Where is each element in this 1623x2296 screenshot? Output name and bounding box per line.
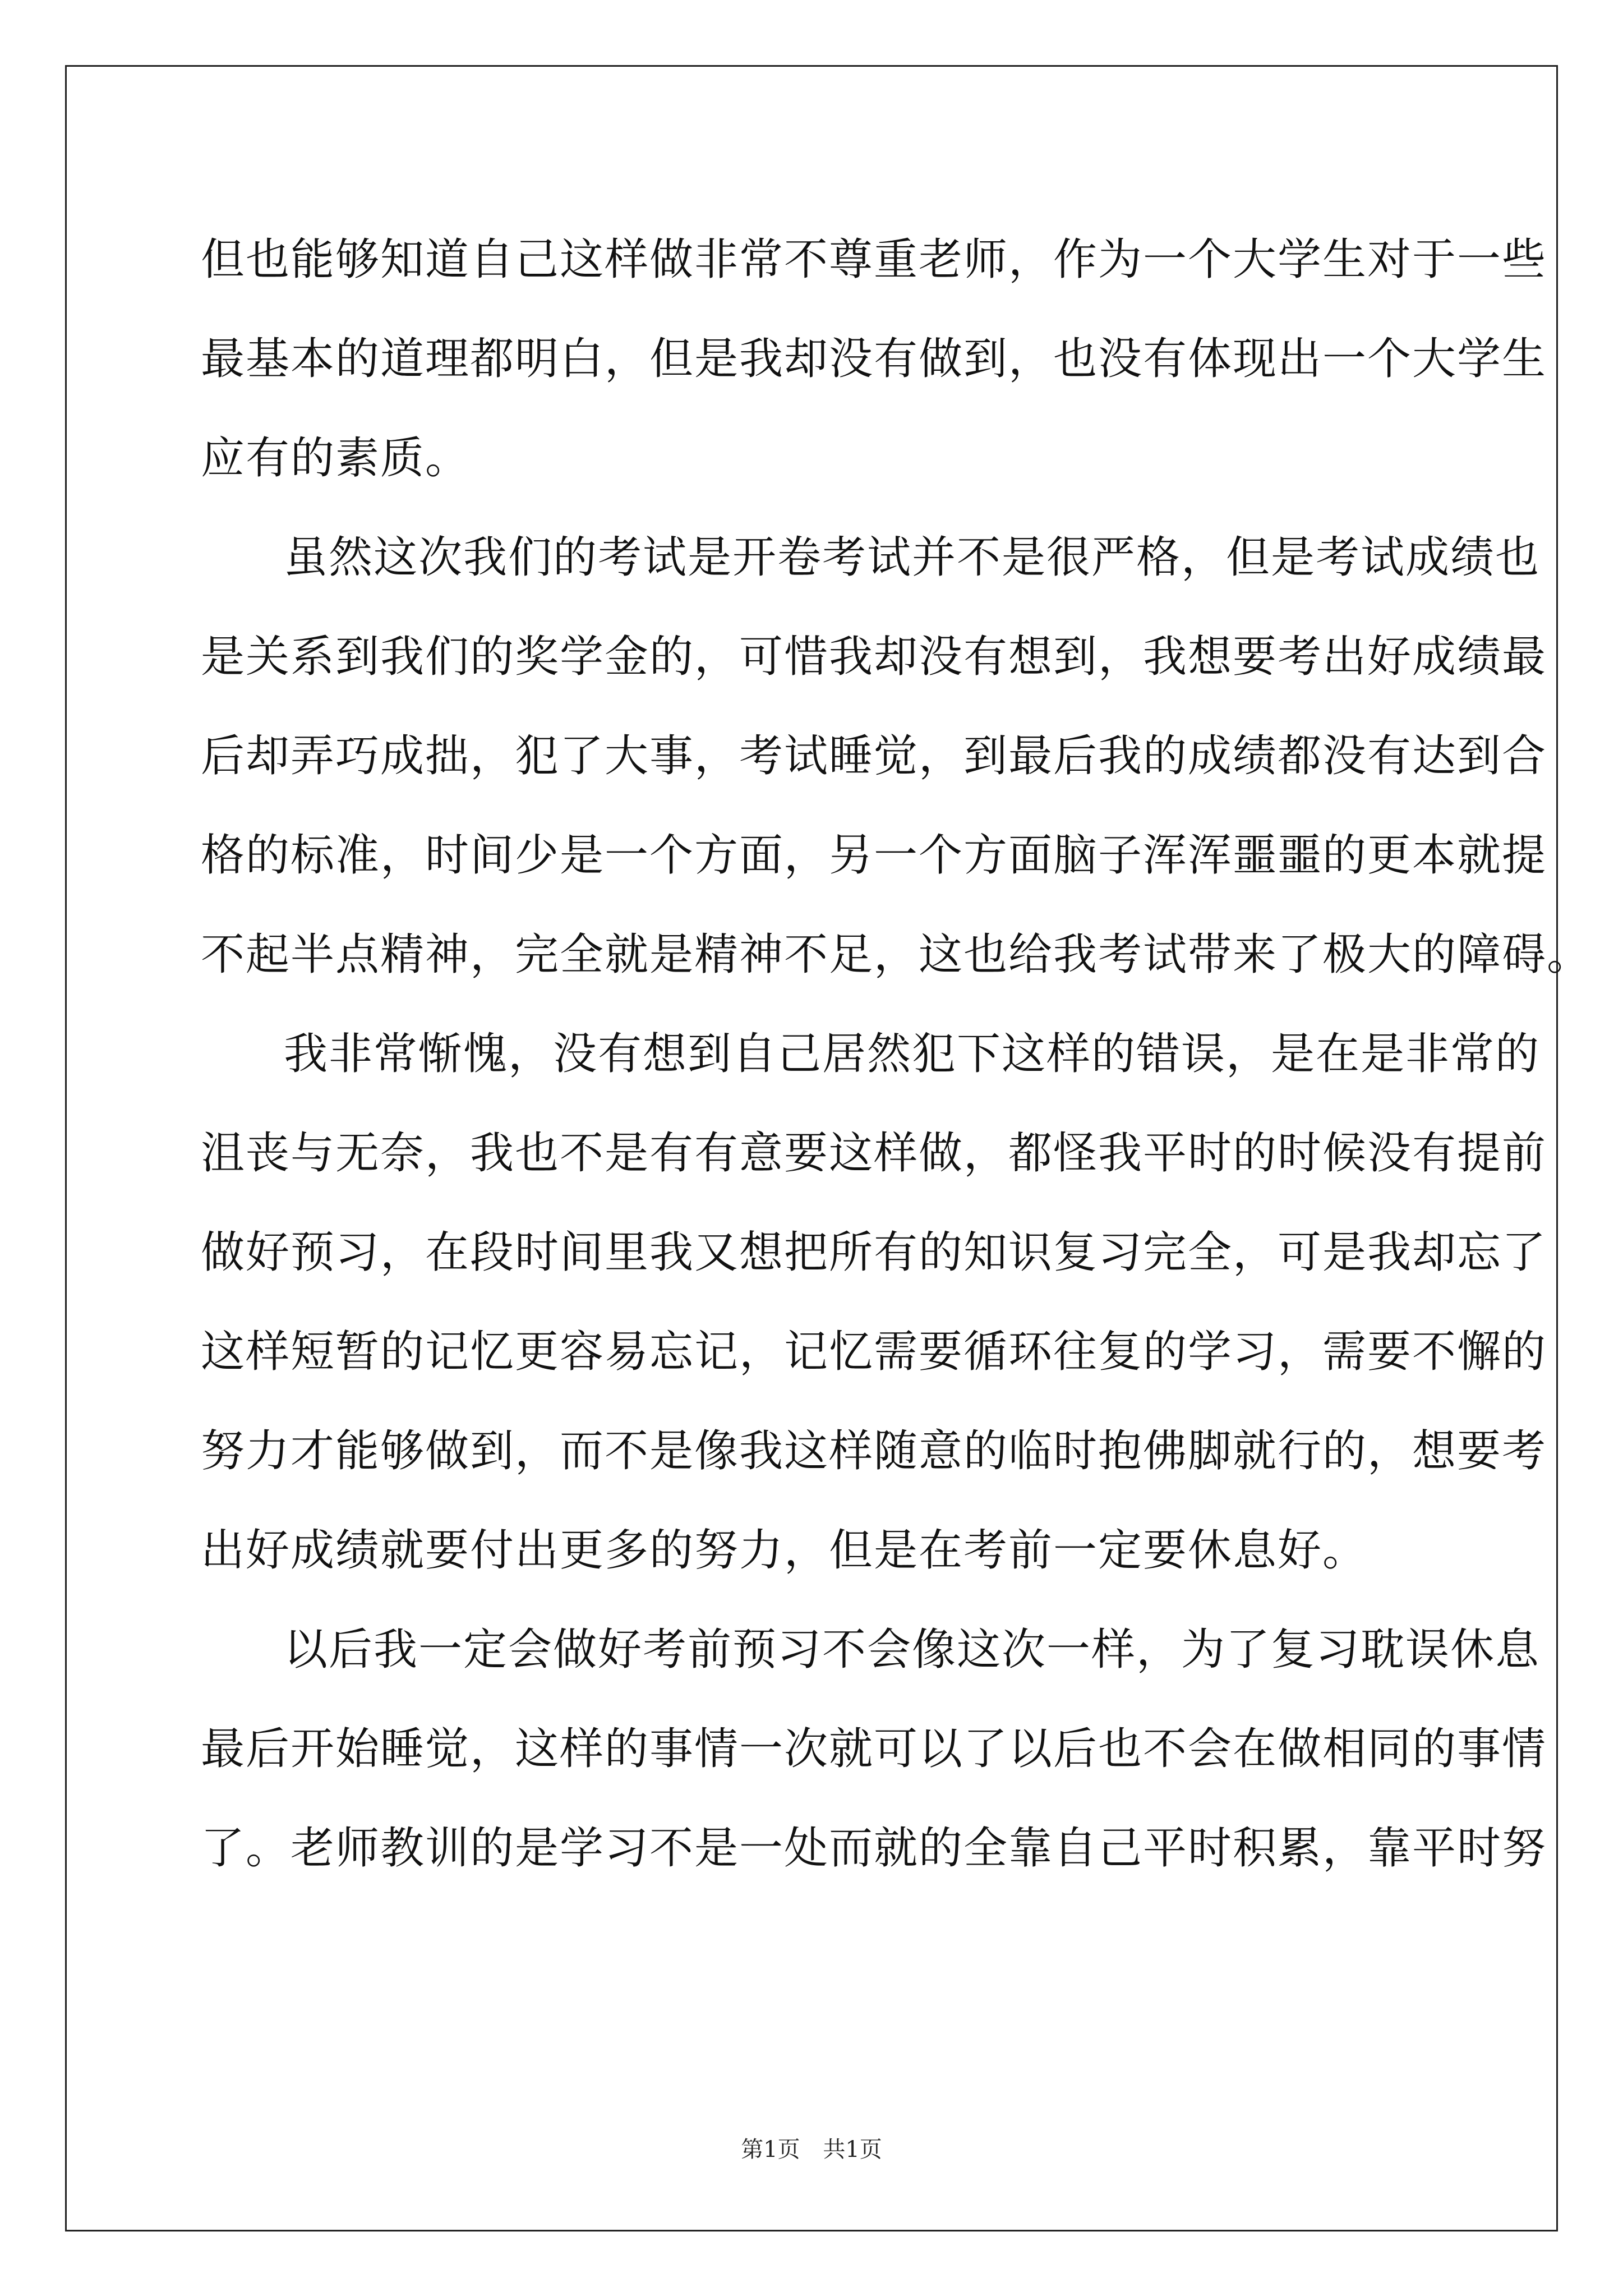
paragraph-start-line: 以后我一定会做好考前预习不会像这次一样，为了复习耽误休息	[284, 1625, 1541, 1675]
text-line: 但也能够知道自己这样做非常不尊重老师，作为一个大学生对于一些	[201, 234, 1547, 285]
text-line: 不起半点精神，完全就是精神不足，这也给我考试带来了极大的障碍。	[201, 930, 1592, 980]
text-line: 最后开始睡觉，这样的事情一次就可以了以后也不会在做相同的事情	[201, 1724, 1547, 1774]
text-line: 是关系到我们的奖学金的，可惜我却没有想到，我想要考出好成绩最	[201, 632, 1547, 682]
page-footer	[0, 2132, 1623, 2164]
text-line: 后却弄巧成拙，犯了大事，考试睡觉，到最后我的成绩都没有达到合	[201, 731, 1547, 781]
text-line: 了。老师教训的是学习不是一处而就的全靠自己平时积累，靠平时努	[201, 1823, 1547, 1874]
page-total: 共1页	[823, 2137, 882, 2162]
document-body	[201, 210, 1592, 1898]
text-line: 出好成绩就要付出更多的努力，但是在考前一定要休息好。	[201, 1525, 1368, 1576]
page-number: 第1页	[741, 2137, 800, 2162]
text-line: 努力才能够做到，而不是像我这样随意的临时抱佛脚就行的，想要考	[201, 1426, 1547, 1476]
text-line: 这样短暂的记忆更容易忘记，记忆需要循环往复的学习，需要不懈的	[201, 1327, 1547, 1377]
paragraph-start-line: 虽然这次我们的考试是开卷考试并不是很严格，但是考试成绩也	[284, 532, 1541, 583]
text-line: 做好预习，在段时间里我又想把所有的知识复习完全，可是我却忘了	[201, 1227, 1547, 1278]
paragraph-start-line: 我非常惭愧，没有想到自己居然犯下这样的错误，是在是非常的	[284, 1029, 1541, 1079]
text-line: 格的标准，时间少是一个方面，另一个方面脑子浑浑噩噩的更本就提	[201, 830, 1547, 881]
text-line: 沮丧与无奈，我也不是有有意要这样做，都怪我平时的时候没有提前	[201, 1128, 1547, 1179]
text-line: 最基本的道理都明白，但是我却没有做到，也没有体现出一个大学生	[201, 334, 1547, 384]
text-line: 应有的素质。	[201, 433, 471, 484]
